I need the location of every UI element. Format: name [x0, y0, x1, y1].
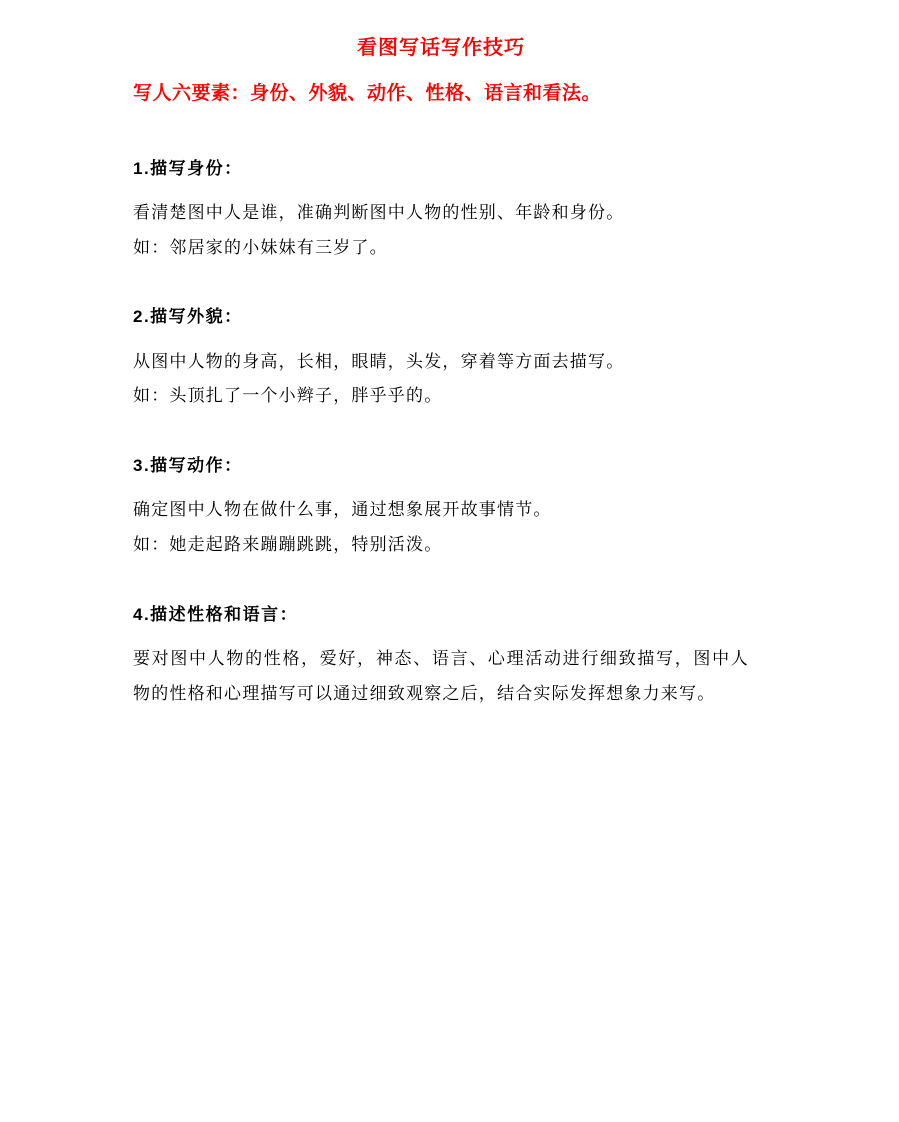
- section-example: 如：她走起路来蹦蹦跳跳，特别活泼。: [133, 535, 443, 555]
- section-example: 如：邻居家的小妹妹有三岁了。: [133, 237, 388, 257]
- page-subtitle: 写人六要素：身份、外貌、动作、性格、语言和看法。: [133, 83, 602, 104]
- section-describe-identity: [133, 155, 749, 266]
- section-example: 如：头顶扎了一个小辫子，胖乎乎的。: [133, 386, 443, 406]
- section-describe-action: [133, 452, 749, 563]
- page-title: 看图写话写作技巧: [357, 37, 525, 59]
- section-heading: 2.描写外貌：: [133, 307, 243, 327]
- section-body: 看清楚图中人是谁，准确判断图中人物的性别、年龄和身份。: [133, 202, 625, 222]
- section-describe-personality-language: [133, 601, 749, 712]
- section-body: 要对图中人物的性格，爱好，神态、语言、心理活动进行细致描写，图中人物的性格和心理描写可以通过细致观察之后，结合实际发挥想象力来写。: [133, 649, 749, 704]
- section-heading: 4.描述性格和语言：: [133, 605, 299, 625]
- section-describe-appearance: [133, 303, 749, 414]
- section-body: 从图中人物的身高，长相，眼睛，头发，穿着等方面去描写。: [133, 351, 625, 371]
- section-body: 确定图中人物在做什么事，通过想象展开故事情节。: [133, 500, 552, 520]
- section-heading: 1.描写身份：: [133, 158, 243, 178]
- section-heading: 3.描写动作：: [133, 456, 243, 476]
